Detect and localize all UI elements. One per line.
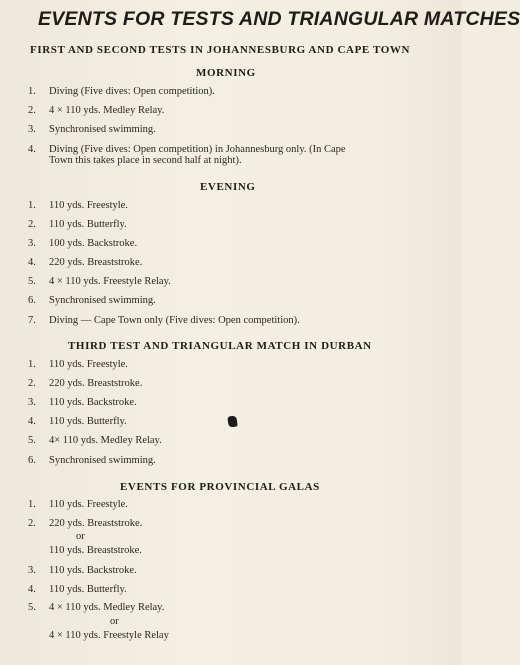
item-text: 110 yds. Freestyle. bbox=[49, 499, 128, 510]
item-text: 4 × 110 yds. Medley Relay. bbox=[49, 105, 165, 116]
item-number: 2. bbox=[28, 219, 36, 230]
item-text: 110 yds. Backstroke. bbox=[49, 565, 137, 576]
item-text: 110 yds. Freestyle. bbox=[49, 359, 128, 370]
item-number: 3. bbox=[28, 124, 36, 135]
item-number: 5. bbox=[28, 276, 36, 287]
item-number: 1. bbox=[28, 200, 36, 211]
item-number: 5. bbox=[28, 435, 36, 446]
or-separator: or bbox=[110, 616, 119, 627]
subheading-evening: EVENING bbox=[200, 181, 256, 193]
item-text: 110 yds. Butterfly. bbox=[49, 584, 127, 595]
item-text: 4 × 110 yds. Freestyle Relay. bbox=[49, 276, 171, 287]
item-number: 1. bbox=[28, 86, 36, 97]
item-text: Diving — Cape Town only (Five dives: Open competition). bbox=[49, 315, 300, 326]
item-text: 4 × 110 yds. Freestyle Relay bbox=[49, 630, 169, 641]
item-number: 1. bbox=[28, 499, 36, 510]
item-text: Diving (Five dives: Open competition). bbox=[49, 86, 215, 97]
item-number: 5. bbox=[28, 602, 36, 613]
item-number: 4. bbox=[28, 144, 36, 155]
item-number: 2. bbox=[28, 105, 36, 116]
item-number: 4. bbox=[28, 416, 36, 427]
item-text: Synchronised swimming. bbox=[49, 455, 156, 466]
item-text: 4 × 110 yds. Medley Relay. bbox=[49, 602, 165, 613]
item-text: 4× 110 yds. Medley Relay. bbox=[49, 435, 162, 446]
or-separator: or bbox=[76, 531, 85, 542]
item-text: Synchronised swimming. bbox=[49, 124, 156, 135]
section-heading-provincial-galas: EVENTS FOR PROVINCIAL GALAS bbox=[120, 481, 320, 493]
section-heading-third-test-durban: THIRD TEST AND TRIANGULAR MATCH IN DURBAN bbox=[68, 340, 372, 352]
subheading-morning: MORNING bbox=[196, 67, 256, 79]
item-text: 220 yds. Breaststroke. bbox=[49, 378, 143, 389]
item-number: 3. bbox=[28, 397, 36, 408]
item-text: 110 yds. Breaststroke. bbox=[49, 545, 142, 556]
item-text: 110 yds. Butterfly. bbox=[49, 219, 127, 230]
item-text: 100 yds. Backstroke. bbox=[49, 238, 138, 249]
item-number: 2. bbox=[28, 378, 36, 389]
page-title: EVENTS FOR TESTS AND TRIANGULAR MATCHES bbox=[38, 8, 520, 30]
item-number: 2. bbox=[28, 518, 36, 529]
item-number: 4. bbox=[28, 257, 36, 268]
item-text: 110 yds. Backstroke. bbox=[49, 397, 137, 408]
item-text: Town this takes place in second half at night). bbox=[49, 155, 242, 166]
item-number: 6. bbox=[28, 295, 36, 306]
item-number: 1. bbox=[28, 359, 36, 370]
item-text: Synchronised swimming. bbox=[49, 295, 156, 306]
item-text: 220 yds. Breaststroke. bbox=[49, 257, 143, 268]
item-number: 4. bbox=[28, 584, 36, 595]
item-number: 7. bbox=[28, 315, 36, 326]
item-text: 110 yds. Freestyle. bbox=[49, 200, 128, 211]
item-number: 3. bbox=[28, 238, 36, 249]
item-number: 3. bbox=[28, 565, 36, 576]
item-text: 220 yds. Breaststroke. bbox=[49, 518, 143, 529]
item-number: 6. bbox=[28, 455, 36, 466]
item-text: Diving (Five dives: Open competition) in Johannesburg only. (In Cape bbox=[49, 144, 346, 155]
section-heading-first-second-tests: FIRST AND SECOND TESTS IN JOHANNESBURG AND CAPE TOWN bbox=[30, 44, 411, 56]
item-text: 110 yds. Butterfly. bbox=[49, 416, 127, 427]
ink-blot bbox=[227, 415, 237, 427]
